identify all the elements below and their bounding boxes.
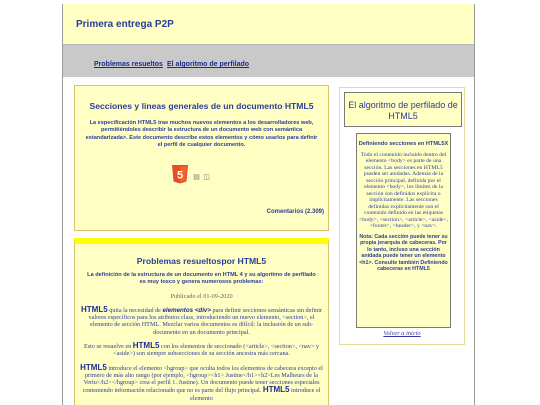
paragraph-3-keyword: HTML5 [80, 362, 107, 372]
paragraph-2-pre: Esto se resuelve en [83, 343, 133, 350]
toc-icon[interactable]: ▤ [193, 173, 200, 181]
paragraph-1-keyword: HTML5 [81, 304, 108, 314]
site-title: Primera entrega P2P [76, 19, 174, 30]
paragraph-3-text-2: introduce el elemento [190, 387, 321, 402]
nav-link-problemas-resueltos[interactable]: Problemas resueltos [94, 61, 163, 68]
paragraph-2 [79, 342, 324, 358]
article-problemas-title: Problemas resueltospor HTML5 [136, 256, 267, 266]
paragraph-1-emphasis: elementos <div> [162, 306, 211, 314]
paragraph-1-pre: quita la necesidad de [107, 306, 163, 314]
page-frame [62, 4, 475, 405]
paragraph-2-keyword: HTML5 [132, 341, 160, 350]
sidebar-box-note: Nota: Cada sección puede tener su propia jerarquía de cabeceras. Por lo tanto, incluso una sección anidada puede tener un elemento <h1>. Consulte también Definiendo cabeceras en HTML5 [359, 233, 448, 273]
article-secciones-title: Secciones y lineas generales de un documento HTML5 [89, 101, 314, 111]
article-secciones [74, 85, 329, 231]
outline-icon[interactable]: ◫ [203, 173, 210, 181]
back-to-home-link[interactable]: Volver a inicio [383, 330, 421, 337]
paragraph-3 [79, 364, 324, 402]
sidebar-title: El algoritmo de perfilado de HTML5 [348, 100, 458, 121]
publish-date: Publicado el 01-09-2020 [170, 292, 233, 300]
html5-shield-icon [171, 164, 189, 184]
paragraph-1 [79, 306, 324, 336]
comments-link[interactable]: Comentarios (2.309) [266, 209, 324, 215]
sidebar-box-title: Definiendo secciones en HTML5X [358, 141, 449, 147]
site-header [63, 4, 474, 45]
sidebar-info-box [356, 133, 451, 328]
paragraph-3-keyword-2: HTML5 [262, 385, 290, 395]
sidebar-box-body: Todo el contenido incluido dentro del elemento <body> es parte de una sección. Las secciones en HTML5 pueden ser anidadas. Además de la sección principal, definida por el elemento <body>, los límites de la sección son definidos explícita o implícitamente. Las secciones definidas explícitamente son el contenido definido en las etiquetas <body>, <section>, <article>, <aside>, <footer>, <header>, y <nav>. [359, 151, 448, 230]
paragraph-1-post: para definir secciones semánticas sin definir valores específicos para los atributos class, introduciendo un nuevo elemento, <section>, el elemento de sección HTML. Mezclar varios documentos es difícil: la inclusión de un sub-documento en un documento principal. [88, 306, 322, 336]
nav-link-algoritmo-perfilado[interactable]: El algoritmo de perfilado [167, 61, 250, 68]
paragraph-3-text: introduce el elemento <hgroup> que oculta todos los elementos de cabecera excepto el primero de más alto rango (por ejemplo, <hgroup><h1> Justine</h1><h2>Les Malheurs de la Vertu</h2></hgroup> crea el perfil 1. Justine). Un documento puede tener secciones especiales conteniendo información relacionado que no es parte del flujo principal. [82, 364, 323, 395]
sidebar-heading-box [344, 92, 462, 127]
article-secciones-lead: La especificación HTML5 trae muchos nuevos elementos a los desarrolladores web, permitiéndoles describir la estructura de un documento web con semántica estandarizada>. Este documento describe estos elementos y cómo usarlos para definir el perfil de cualquier documento. [85, 120, 318, 149]
html5-badge-text: 5 [176, 169, 184, 182]
article-problemas [74, 238, 329, 405]
sidebar [339, 87, 465, 345]
paragraph-2-post: con los elementos de seccionado (<article>, <section>, <nav> y <aside>) son siempre subsecciones de su sección ancestra más cercana. [113, 343, 320, 358]
nav-bar [63, 45, 474, 77]
article-problemas-lead: La definición de la estructura de un documento en HTML 4 y su algoritmo de perfilado es muy tosco y genera numerosos problemas: [87, 272, 316, 286]
